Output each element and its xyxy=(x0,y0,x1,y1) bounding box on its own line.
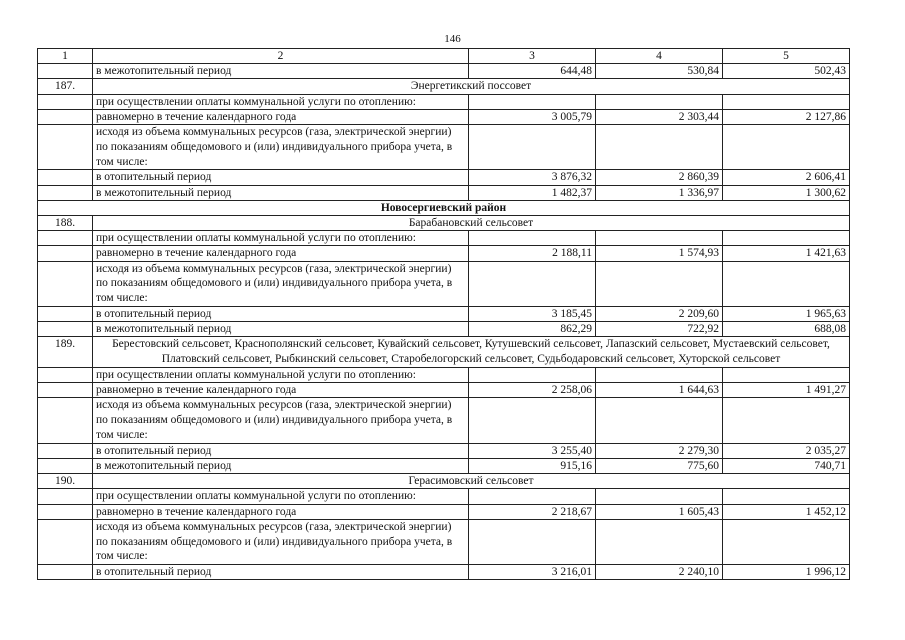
row-number xyxy=(38,443,93,458)
row-number: 190. xyxy=(38,474,93,489)
table-row xyxy=(38,231,850,246)
value-col-5: 1 421,63 xyxy=(723,246,850,261)
section-row xyxy=(38,79,850,94)
table-row xyxy=(38,246,850,261)
value-col-5: 502,43 xyxy=(723,64,850,79)
value-col-3 xyxy=(469,125,596,170)
table-row xyxy=(38,64,850,79)
value-col-5: 1 300,62 xyxy=(723,185,850,200)
section-title: Берестовский сельсовет, Краснополянский сельсовет, Кувайский сельсовет, Кутушевский сельсовет, Лапазский сельсовет, Мустаевский сельсовет, Платовский сельсовет, Рыбкинский сельсовет, Старобелогорский сельсовет, Судьбодаровский сельсовет, Хуторской сельсовет xyxy=(93,337,850,368)
value-col-4 xyxy=(596,519,723,564)
row-number xyxy=(38,519,93,564)
row-label: исходя из объема коммунальных ресурсов (газа, электрической энергии) по показаниям общедомового и (или) индивидуального прибора учета, в том числе: xyxy=(93,398,469,443)
header-cell-2: 2 xyxy=(93,49,469,64)
table-row xyxy=(38,109,850,124)
value-col-4: 2 860,39 xyxy=(596,170,723,185)
row-number xyxy=(38,109,93,124)
row-label: исходя из объема коммунальных ресурсов (газа, электрической энергии) по показаниям общедомового и (или) индивидуального прибора учета, в том числе: xyxy=(93,261,469,306)
value-col-4: 1 574,93 xyxy=(596,246,723,261)
value-col-5 xyxy=(723,94,850,109)
value-col-4 xyxy=(596,489,723,504)
row-label: в отопительный период xyxy=(93,443,469,458)
row-label: исходя из объема коммунальных ресурсов (газа, электрической энергии) по показаниям общедомового и (или) индивидуального прибора учета, в том числе: xyxy=(93,125,469,170)
value-col-3: 3 185,45 xyxy=(469,307,596,322)
section-row xyxy=(38,216,850,231)
value-col-4: 722,92 xyxy=(596,322,723,337)
header-row xyxy=(38,49,850,64)
value-col-3: 3 876,32 xyxy=(469,170,596,185)
table-row xyxy=(38,519,850,564)
row-number xyxy=(38,125,93,170)
value-col-5 xyxy=(723,368,850,383)
value-col-3 xyxy=(469,94,596,109)
row-number xyxy=(38,398,93,443)
table-row xyxy=(38,125,850,170)
value-col-4 xyxy=(596,398,723,443)
row-number xyxy=(38,459,93,474)
header-cell-3: 3 xyxy=(469,49,596,64)
row-number xyxy=(38,504,93,519)
value-col-5: 1 965,63 xyxy=(723,307,850,322)
value-col-3 xyxy=(469,231,596,246)
row-label: в межотопительный период xyxy=(93,64,469,79)
value-col-5: 1 491,27 xyxy=(723,383,850,398)
row-label: в отопительный период xyxy=(93,565,469,580)
value-col-5: 2 606,41 xyxy=(723,170,850,185)
value-col-3: 915,16 xyxy=(469,459,596,474)
row-label: исходя из объема коммунальных ресурсов (газа, электрической энергии) по показаниям общедомового и (или) индивидуального прибора учета, в том числе: xyxy=(93,519,469,564)
row-number xyxy=(38,64,93,79)
row-label: в межотопительный период xyxy=(93,185,469,200)
row-label: равномерно в течение календарного года xyxy=(93,383,469,398)
table-row xyxy=(38,261,850,306)
value-col-5: 2 035,27 xyxy=(723,443,850,458)
table-row xyxy=(38,185,850,200)
value-col-4: 2 209,60 xyxy=(596,307,723,322)
value-col-3: 3 216,01 xyxy=(469,565,596,580)
value-col-5: 2 127,86 xyxy=(723,109,850,124)
row-number xyxy=(38,246,93,261)
value-col-5 xyxy=(723,519,850,564)
header-cell-4: 4 xyxy=(596,49,723,64)
value-col-4: 1 605,43 xyxy=(596,504,723,519)
table-row xyxy=(38,398,850,443)
row-number xyxy=(38,94,93,109)
value-col-3: 3 255,40 xyxy=(469,443,596,458)
row-label: при осуществлении оплаты коммунальной услуги по отоплению: xyxy=(93,231,469,246)
table-row xyxy=(38,94,850,109)
value-col-5 xyxy=(723,489,850,504)
table-row xyxy=(38,322,850,337)
row-label: в отопительный период xyxy=(93,307,469,322)
district-name: Новосергиевский район xyxy=(38,200,850,215)
table-row xyxy=(38,504,850,519)
row-label: в межотопительный период xyxy=(93,322,469,337)
value-col-3 xyxy=(469,368,596,383)
district-row xyxy=(38,200,850,215)
value-col-4: 1 644,63 xyxy=(596,383,723,398)
value-col-4: 2 240,10 xyxy=(596,565,723,580)
row-number xyxy=(38,261,93,306)
row-label: при осуществлении оплаты коммунальной услуги по отоплению: xyxy=(93,489,469,504)
section-row xyxy=(38,337,850,368)
value-col-4 xyxy=(596,261,723,306)
section-title: Энергетикский поссовет xyxy=(93,79,850,94)
value-col-3: 2 188,11 xyxy=(469,246,596,261)
row-number: 189. xyxy=(38,337,93,368)
value-col-3: 1 482,37 xyxy=(469,185,596,200)
row-number xyxy=(38,565,93,580)
table-row xyxy=(38,383,850,398)
value-col-5 xyxy=(723,398,850,443)
value-col-3 xyxy=(469,489,596,504)
row-label: равномерно в течение календарного года xyxy=(93,246,469,261)
section-title: Барабановский сельсовет xyxy=(93,216,850,231)
value-col-3 xyxy=(469,398,596,443)
row-label: равномерно в течение календарного года xyxy=(93,109,469,124)
value-col-3 xyxy=(469,519,596,564)
row-number xyxy=(38,185,93,200)
row-number xyxy=(38,383,93,398)
value-col-4 xyxy=(596,368,723,383)
row-label: в межотопительный период xyxy=(93,459,469,474)
row-number: 187. xyxy=(38,79,93,94)
section-row xyxy=(38,474,850,489)
value-col-5 xyxy=(723,261,850,306)
row-label: равномерно в течение календарного года xyxy=(93,504,469,519)
value-col-5 xyxy=(723,231,850,246)
value-col-3: 2 218,67 xyxy=(469,504,596,519)
value-col-4: 2 279,30 xyxy=(596,443,723,458)
value-col-4 xyxy=(596,231,723,246)
table-row xyxy=(38,489,850,504)
row-number xyxy=(38,322,93,337)
table-row xyxy=(38,368,850,383)
table-body xyxy=(38,64,850,580)
row-label: при осуществлении оплаты коммунальной услуги по отоплению: xyxy=(93,94,469,109)
row-number: 188. xyxy=(38,216,93,231)
value-col-5 xyxy=(723,125,850,170)
value-col-3: 862,29 xyxy=(469,322,596,337)
value-col-4: 775,60 xyxy=(596,459,723,474)
value-col-3: 2 258,06 xyxy=(469,383,596,398)
table-row xyxy=(38,443,850,458)
tariff-table xyxy=(37,48,850,580)
value-col-5: 1 996,12 xyxy=(723,565,850,580)
table-row xyxy=(38,170,850,185)
row-label: при осуществлении оплаты коммунальной услуги по отоплению: xyxy=(93,368,469,383)
table-row xyxy=(38,307,850,322)
row-number xyxy=(38,307,93,322)
value-col-3: 3 005,79 xyxy=(469,109,596,124)
row-number xyxy=(38,489,93,504)
table-row xyxy=(38,565,850,580)
page-number: 146 xyxy=(444,33,461,45)
value-col-4: 530,84 xyxy=(596,64,723,79)
value-col-4: 2 303,44 xyxy=(596,109,723,124)
value-col-5: 740,71 xyxy=(723,459,850,474)
header-cell-1: 1 xyxy=(38,49,93,64)
value-col-4 xyxy=(596,94,723,109)
table-row xyxy=(38,459,850,474)
row-label: в отопительный период xyxy=(93,170,469,185)
section-title: Герасимовский сельсовет xyxy=(93,474,850,489)
value-col-5: 1 452,12 xyxy=(723,504,850,519)
row-number xyxy=(38,368,93,383)
value-col-3 xyxy=(469,261,596,306)
header-cell-5: 5 xyxy=(723,49,850,64)
value-col-4 xyxy=(596,125,723,170)
row-number xyxy=(38,170,93,185)
value-col-4: 1 336,97 xyxy=(596,185,723,200)
value-col-3: 644,48 xyxy=(469,64,596,79)
row-number xyxy=(38,231,93,246)
value-col-5: 688,08 xyxy=(723,322,850,337)
